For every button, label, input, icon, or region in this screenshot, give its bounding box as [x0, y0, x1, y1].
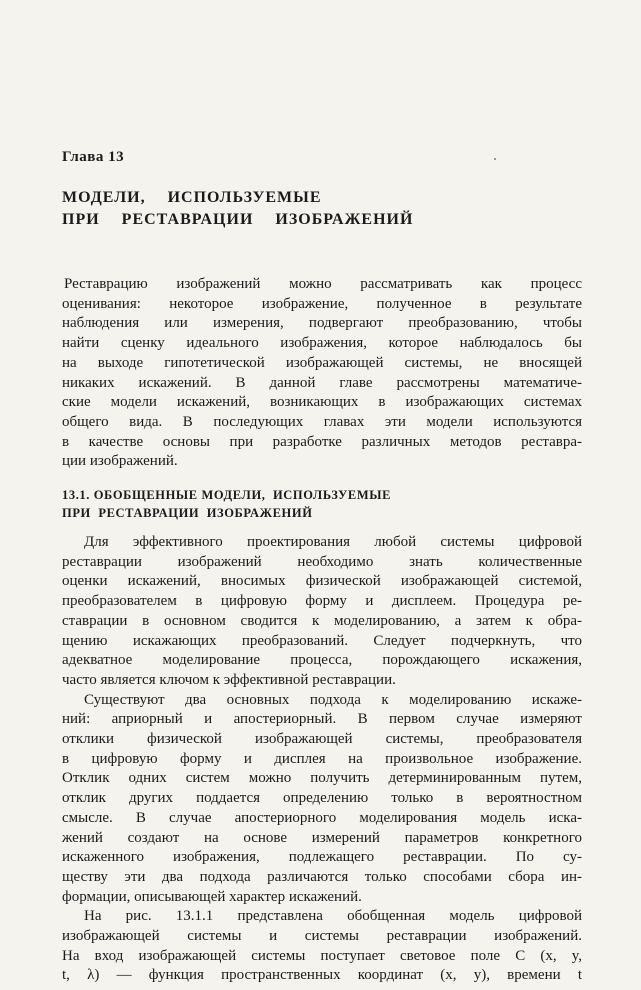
text-line: отклик других поддается определению только в вероятностном: [62, 790, 582, 807]
text-line: никаких искажений. В данной главе рассмотрены математиче-: [62, 374, 582, 391]
intro-paragraph: [62, 275, 582, 472]
text-line: реставрации изображений необходимо знать количественные: [62, 553, 582, 570]
chapter-title-line: ПРИ РЕСТАВРАЦИИ ИЗОБРАЖЕНИЙ: [62, 211, 414, 228]
text-line: На рис. 13.1.1 представлена обобщенная модель цифровой: [84, 908, 582, 925]
text-line: жений создают на основе измерений параметров конкретного: [62, 829, 582, 846]
text-line: в качестве основы при разработке различных методов реставра-: [62, 433, 582, 450]
text-line: отклики физической изображающей системы, преобразователя: [62, 731, 582, 748]
text-line: ции изображений.: [62, 453, 178, 470]
text-line: ставрации в основном сводится к моделированию, а затем к обра-: [62, 612, 582, 629]
text-line: формации, описывающей характер искажений.: [62, 888, 362, 905]
chapter-title-line: МОДЕЛИ, ИСПОЛЬЗУЕМЫЕ: [62, 189, 322, 206]
text-line: оценки искажений, вносимых физической изображающей системой,: [62, 573, 582, 590]
text-line: часто является ключом к эффективной реставрации.: [62, 671, 396, 688]
paragraph-1: [62, 533, 582, 691]
text-line: На вход изображающей системы поступает световое поле C (x, y,: [62, 947, 582, 964]
text-line: t, λ) — функция пространственных координат (x, y), времени t: [62, 967, 582, 984]
text-line: адекватное моделирование процесса, порождающего искажения,: [62, 652, 582, 669]
section-heading-line: 13.1. ОБОБЩЕННЫЕ МОДЕЛИ, ИСПОЛЬЗУЕМЫЕ: [62, 488, 392, 502]
text-line: искаженного изображения, подлежащего реставрации. По су-: [62, 849, 582, 866]
text-line: общего вида. В последующих главах эти модели используются: [62, 413, 582, 430]
text-line: Для эффективного проектирования любой системы цифровой: [84, 534, 582, 550]
print-speck: [494, 158, 496, 160]
text-line: Реставрацию изображений можно рассматривать как процесс: [64, 276, 582, 292]
text-line: Существуют два основных подхода к моделированию искаже-: [84, 691, 582, 708]
text-line: наблюдения или измерения, подвергают преобразованию, чтобы: [62, 315, 582, 332]
text-line: ские модели искажений, возникающих в изображающих системах: [62, 394, 582, 411]
text-line: на выходе гипотетической изображающей системы, не вносящей: [62, 354, 582, 371]
paragraph-3: [62, 907, 582, 986]
section-heading-line: ПРИ РЕСТАВРАЦИИ ИЗОБРАЖЕНИЙ: [62, 506, 313, 520]
text-line: смысле. В случае апостериорного моделирования модель иска-: [62, 809, 582, 826]
section-heading: [62, 486, 582, 522]
text-line: преобразователем в цифровую форму и дисплеем. Процедура ре-: [62, 593, 582, 610]
text-line: оценивания: некоторое изображение, полученное в результате: [62, 295, 582, 312]
text-line: ществу эти два подхода различаются только способами сбора ин-: [62, 868, 582, 885]
text-line: щению искажающих преобразований. Следует подчеркнуть, что: [62, 632, 582, 649]
section-body: [62, 533, 582, 986]
chapter-title: [62, 187, 562, 231]
text-line: изображающей системы и системы реставрации изображений.: [62, 928, 582, 945]
chapter-label: Глава 13: [62, 149, 125, 165]
paragraph-2: [62, 691, 582, 908]
text-line: Отклик одних систем можно получить детерминированным путем,: [62, 770, 582, 787]
text-line: найти сценку идеального изображения, которое наблюдалось бы: [62, 335, 582, 352]
text-line: в цифровую форму и дисплея на произвольное изображение.: [62, 750, 582, 767]
text-line: ний: априорный и апостериорный. В первом случае измеряют: [62, 711, 582, 728]
